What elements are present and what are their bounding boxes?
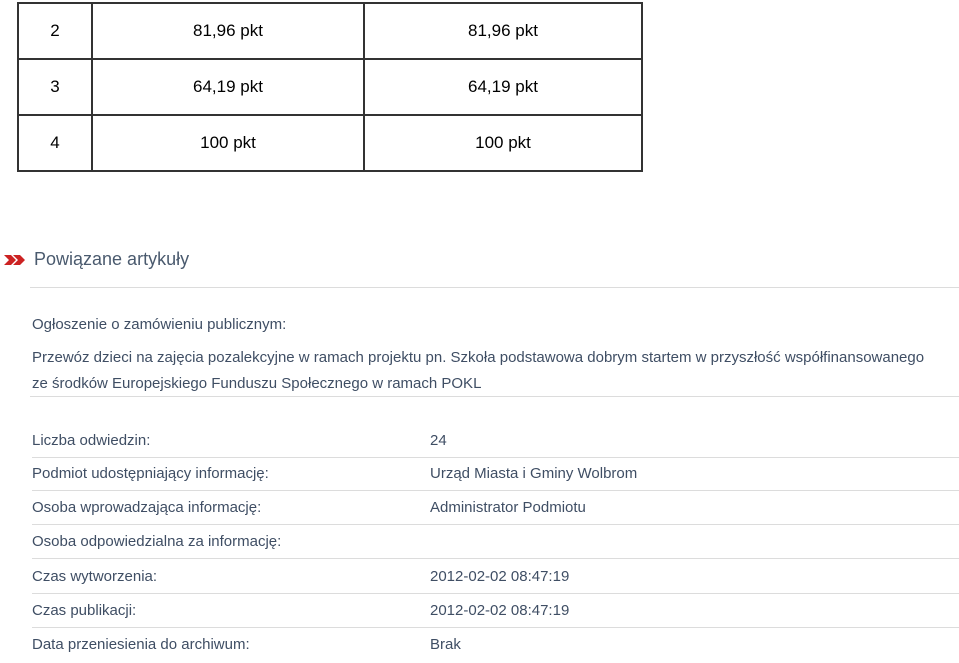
row-number: 3: [18, 59, 92, 115]
entered-by-label: Osoba wprowadzająca informację:: [32, 499, 262, 516]
announcement-link[interactable]: Przewóz dzieci na zajęcia pozalekcyjne w ramach projektu pn. Szkoła podstawowa dobrym startem w przyszłość współfinansowanego ze środków Europejskiego Funduszu Społecznego w ramach POKL: [32, 349, 925, 392]
published-value: 2012-02-02 08:47:19: [430, 602, 570, 619]
meta-row-entered-by: [32, 491, 959, 525]
results-table: [17, 2, 643, 172]
entered-by-value: Administrator Podmiotu: [430, 499, 586, 516]
published-label: Czas publikacji:: [32, 602, 137, 619]
table-row: [18, 115, 642, 171]
row-number: 2: [18, 3, 92, 59]
related-articles-title: Powiązane artykuły: [34, 249, 190, 269]
visits-label: Liczba odwiedzin:: [32, 432, 151, 449]
row-number: 4: [18, 115, 92, 171]
meta-row-archive: [32, 628, 959, 661]
score-cell: 81,96 pkt: [92, 3, 364, 59]
meta-row-published: [32, 594, 959, 628]
table-row: [18, 3, 642, 59]
responsible-label: Osoba odpowiedzialna za informację:: [32, 533, 282, 550]
meta-row-visits: [32, 424, 959, 458]
related-articles-header: [4, 249, 189, 270]
double-chevron-right-icon: [4, 253, 26, 267]
archive-label: Data przeniesienia do archiwum:: [32, 636, 250, 653]
archive-value: Brak: [430, 636, 461, 653]
score-cell: 100 pkt: [92, 115, 364, 171]
score-cell: 81,96 pkt: [364, 3, 642, 59]
publisher-value: Urząd Miasta i Gminy Wolbrom: [430, 465, 638, 482]
score-cell: 100 pkt: [364, 115, 642, 171]
divider: [30, 396, 959, 397]
meta-row-created: [32, 560, 959, 594]
created-value: 2012-02-02 08:47:19: [430, 568, 570, 585]
score-cell: 64,19 pkt: [364, 59, 642, 115]
table-row: [18, 59, 642, 115]
divider: [30, 287, 959, 288]
score-cell: 64,19 pkt: [92, 59, 364, 115]
visits-value: 24: [430, 432, 447, 449]
publisher-label: Podmiot udostępniający informację:: [32, 465, 269, 482]
meta-row-responsible: [32, 525, 959, 559]
announcement-label: Ogłoszenie o zamówieniu publicznym:: [32, 316, 287, 333]
created-label: Czas wytworzenia:: [32, 568, 158, 585]
meta-row-publisher: [32, 457, 959, 491]
